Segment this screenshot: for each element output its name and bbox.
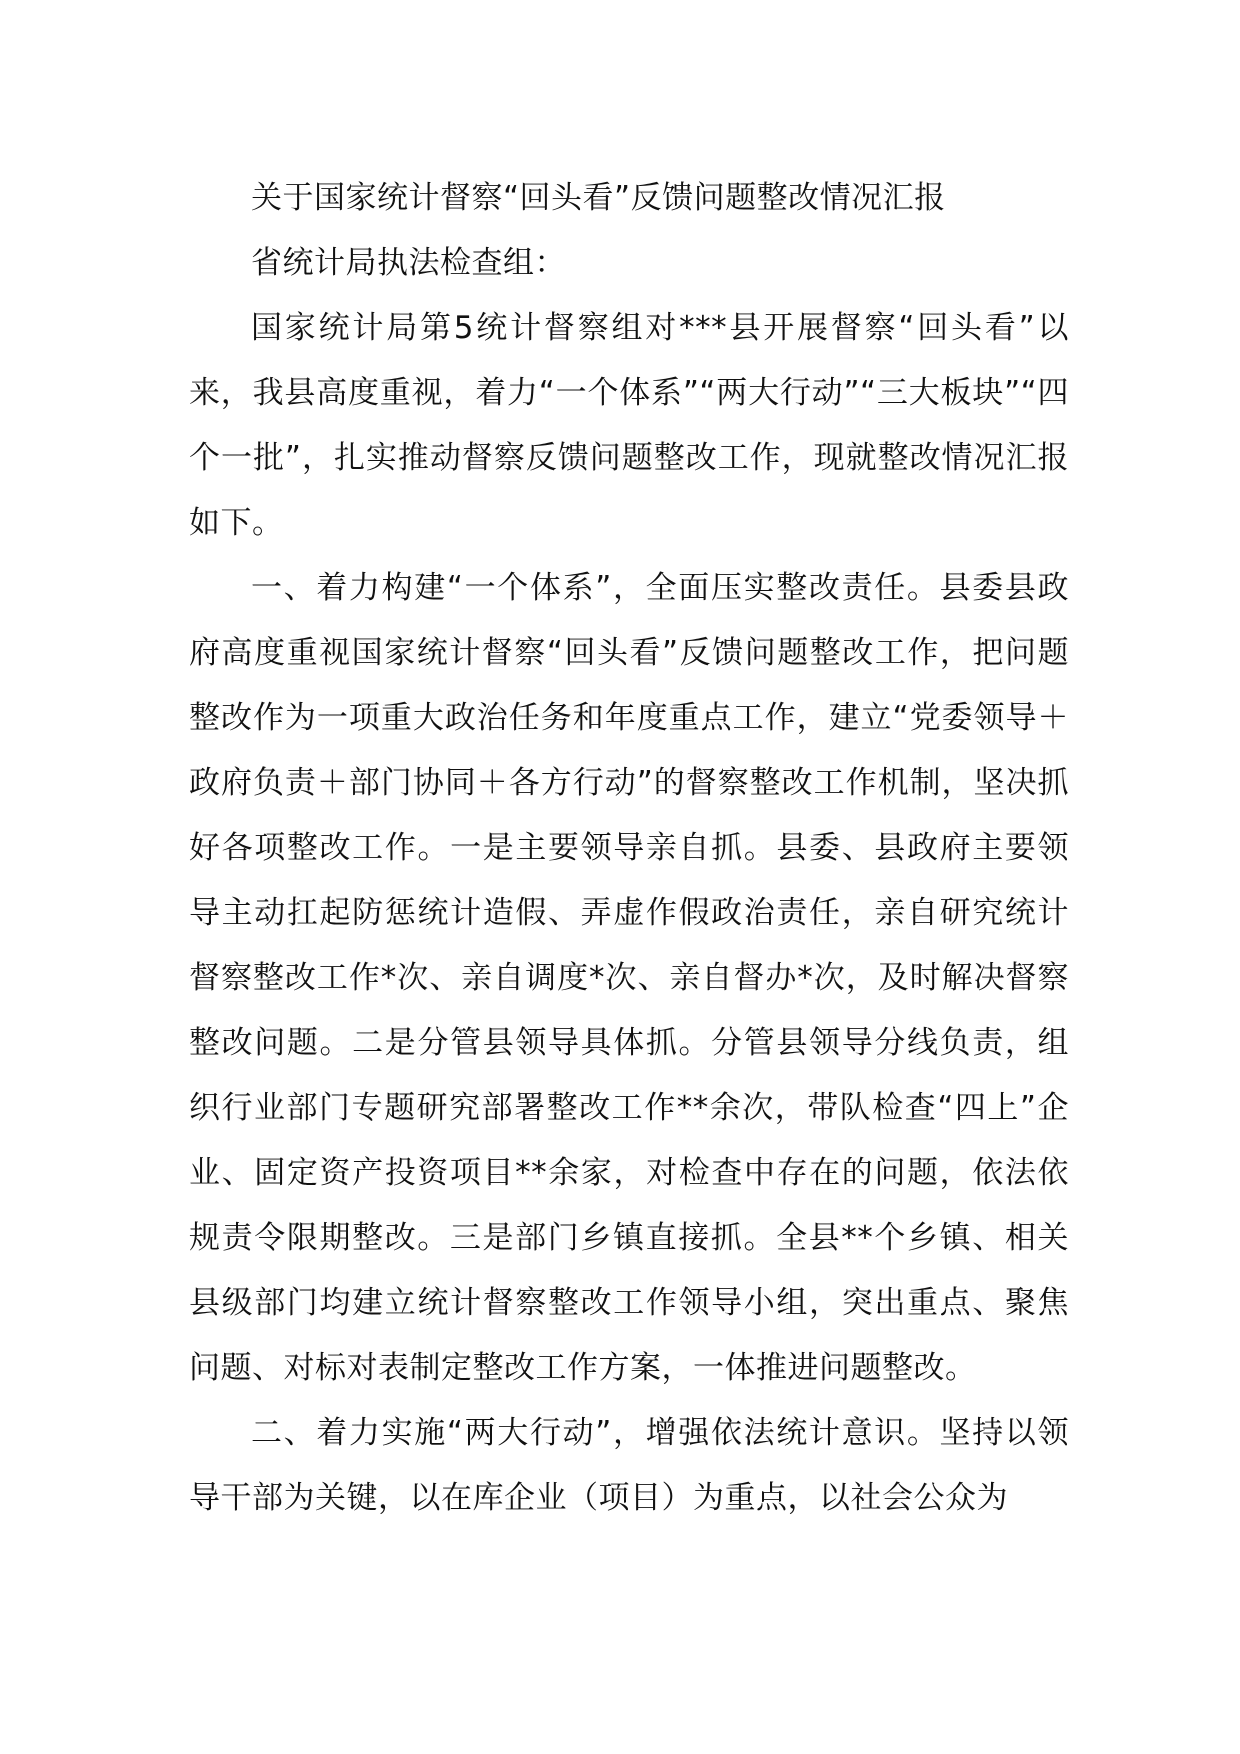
paragraph-section-one: 一、着力构建“一个体系”，全面压实整改责任。县委县政府高度重视国家统计督察“回头看”反馈问题整改工作，把问题整改作为一项重大政治任务和年度重点工作，建立“党委领导＋政府负责＋部门协同＋各方行动”的督察整改工作机制，坚决抓好各项整改工作。一是主要领导亲自抓。县委、县政府主要领导主动扛起防惩统计造假、弄虚作假政治责任，亲自研究统计督察整改工作*次、亲自调度*次、亲自督办*次，及时解决督察整改问题。二是分管县领导具体抓。分管县领导分线负责，组织行业部门专题研究部署整改工作**余次，带队检查“四上”企业、固定资产投资项目**余家，对检查中存在的问题，依法依规责令限期整改。三是部门乡镇直接抓。全县**个乡镇、相关县级部门均建立统计督察整改工作领导小组，突出重点、聚焦问题、对标对表制定整改工作方案，一体推进问题整改。 bbox=[189, 570, 1069, 1386]
document-body bbox=[189, 166, 1069, 1531]
document-title: 关于国家统计督察“回头看”反馈问题整改情况汇报 bbox=[251, 180, 946, 216]
paragraph-section-two: 二、着力实施“两大行动”，增强依法统计意识。坚持以领导干部为关键，以在库企业（项目）为重点，以社会公众为 bbox=[189, 1415, 1069, 1516]
paragraph-intro: 国家统计局第5统计督察组对***县开展督察“回头看”以来，我县高度重视，着力“一个体系”“两大行动”“三大板块”“四个一批”，扎实推动督察反馈问题整改工作，现就整改情况汇报如下。 bbox=[189, 310, 1069, 541]
salutation: 省统计局执法检查组： bbox=[251, 245, 566, 281]
